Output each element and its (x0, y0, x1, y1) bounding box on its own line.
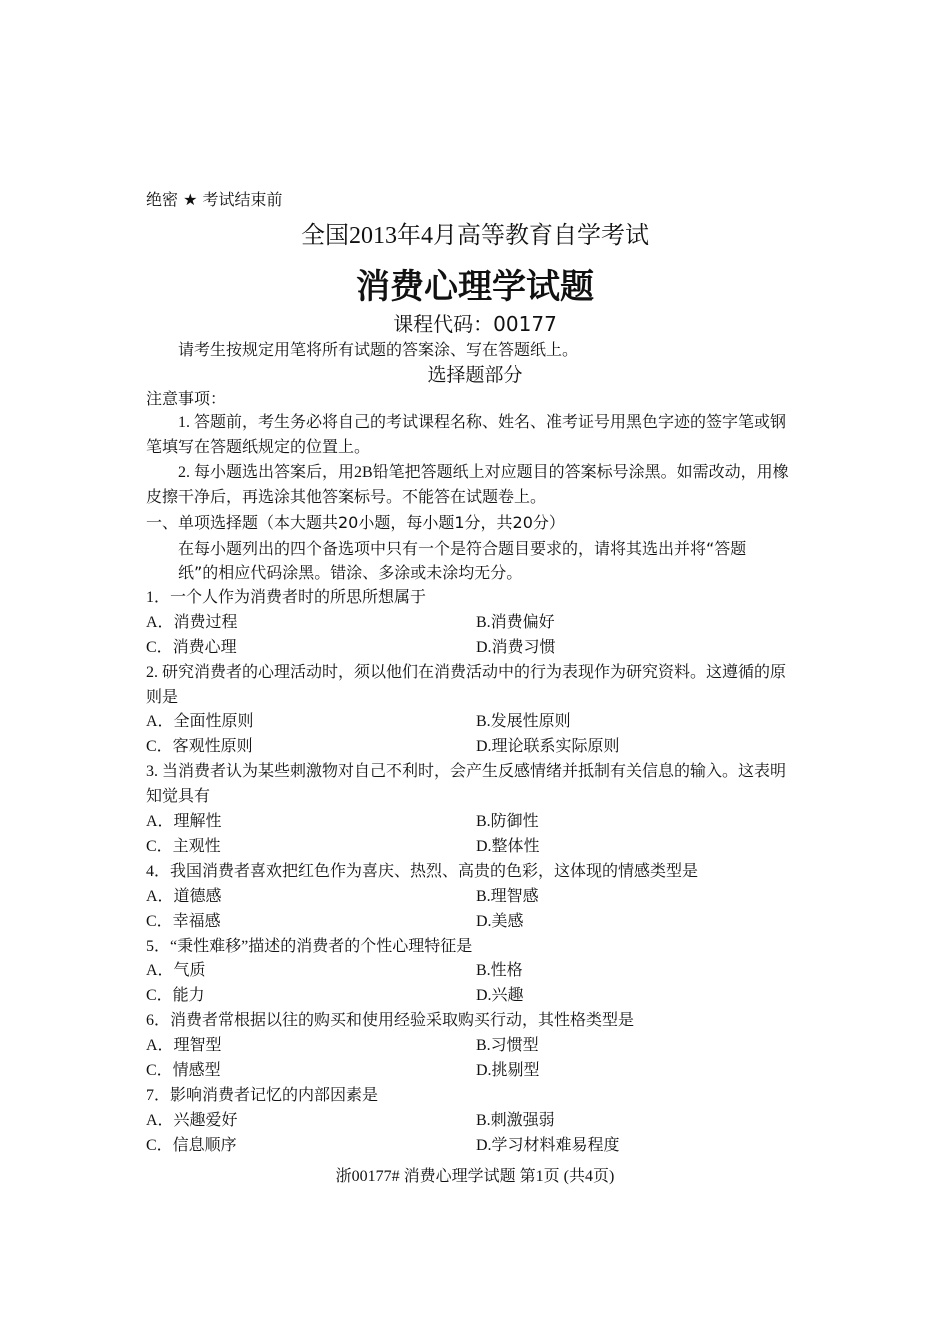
question-stem: 5．“秉性难移”描述的消费者的个性心理特征是 (146, 938, 473, 955)
notice-item-2: 2. 每小题选出答案后，用2B铅笔把答题纸上对应题目的答案标号涂黑。如需改动，用橡 (178, 464, 789, 481)
option-d: D.学习材料难易程度 (476, 1137, 620, 1154)
option-b: B.发展性原则 (476, 713, 571, 730)
option-c: C．主观性 (146, 838, 221, 855)
question-stem-cont: 则是 (146, 689, 179, 706)
page-title: 消费心理学试题 (356, 267, 594, 307)
option-b: B.性格 (476, 962, 523, 979)
exam-name: 全国2013年4月高等教育自学考试 (301, 223, 649, 249)
option-d: D.理论联系实际原则 (476, 738, 620, 755)
option-a: A．理智型 (146, 1037, 222, 1054)
question-stem: 6．消费者常根据以往的购买和使用经验采取购买行动，其性格类型是 (146, 1012, 635, 1029)
option-b: B.刺激强弱 (476, 1112, 555, 1129)
question-stem: 3. 当消费者认为某些刺激物对自己不利时，会产生反感情绪并抵制有关信息的输入。这表明 (146, 763, 787, 780)
question-stem: 4．我国消费者喜欢把红色作为喜庆、热烈、高贵的色彩，这体现的情感类型是 (146, 863, 699, 880)
question-stem: 1．一个人作为消费者时的所思所想属于 (146, 589, 427, 606)
question-stem: 7．影响消费者记忆的内部因素是 (146, 1087, 379, 1104)
option-c: C．消费心理 (146, 639, 237, 656)
option-a: A．理解性 (146, 813, 222, 830)
option-b: B.防御性 (476, 813, 539, 830)
notice-item-1-cont: 笔填写在答题纸规定的位置上。 (146, 439, 371, 456)
page-footer: 浙00177# 消费心理学试题 第1页 (共4页) (335, 1168, 615, 1185)
option-d: D.整体性 (476, 838, 540, 855)
option-c: C．幸福感 (146, 913, 221, 930)
option-b: B.消费偏好 (476, 614, 555, 631)
question-stem: 2. 研究消费者的心理活动时，须以他们在消费活动中的行为表现作为研究资料。这遵循的原 (146, 664, 787, 681)
option-a: A．消费过程 (146, 614, 238, 631)
option-d: D.挑剔型 (476, 1062, 540, 1079)
notice-item-2-cont: 皮擦干净后，再选涂其他答案标号。不能答在试题卷上。 (146, 489, 547, 506)
option-c: C．情感型 (146, 1062, 221, 1079)
notice-heading: 注意事项： (146, 389, 227, 408)
option-d: D.消费习惯 (476, 639, 556, 656)
option-a: A．道德感 (146, 888, 222, 905)
answer-instruction: 请考生按规定用笔将所有试题的答案涂、写在答题纸上。 (178, 340, 579, 359)
notice-item-1: 1. 答题前，考生务必将自己的考试课程名称、姓名、准考证号用黑色字迹的签字笔或钢 (178, 414, 787, 431)
option-c: C．客观性原则 (146, 738, 253, 755)
option-a: A．兴趣爱好 (146, 1112, 238, 1129)
question-stem-cont: 知觉具有 (146, 788, 211, 805)
option-b: B.理智感 (476, 888, 539, 905)
option-b: B.习惯型 (476, 1037, 539, 1054)
section-heading: 选择题部分 (427, 364, 523, 386)
part-description-cont: 纸”的相应代码涂黑。错涂、多涂或未涂均无分。 (178, 563, 523, 582)
part-heading: 一、单项选择题（本大题共20小题，每小题1分，共20分） (146, 513, 565, 532)
option-a: A．全面性原则 (146, 713, 254, 730)
course-code: 课程代码：00177 (393, 312, 557, 336)
option-d: D.兴趣 (476, 987, 524, 1004)
part-description: 在每小题列出的四个备选项中只有一个是符合题目要求的，请将其选出并将“答题 (178, 539, 747, 558)
option-d: D.美感 (476, 913, 524, 930)
option-c: C．能力 (146, 987, 205, 1004)
option-c: C．信息顺序 (146, 1137, 237, 1154)
option-a: A．气质 (146, 962, 206, 979)
confidential-mark: 绝密 ★ 考试结束前 (146, 190, 283, 209)
